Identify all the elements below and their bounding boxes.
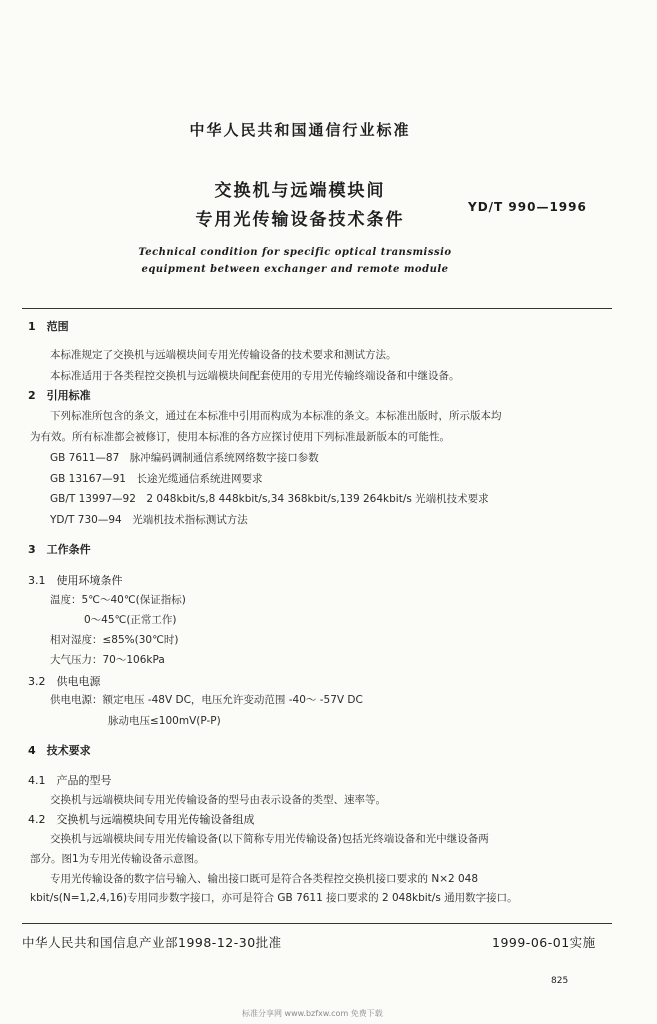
subsection-4-2-paragraph-line1: 交换机与远端模块间专用光传输设备(以下简称专用光传输设备)包括光终端设备和光中继设备两	[50, 833, 489, 845]
subsection-3-2-heading: 3.2 供电电源	[28, 675, 101, 688]
section-2-paragraph-line2: 为有效。所有标准都会被修订，使用本标准的各方应探讨使用下列标准最新版本的可能性。	[30, 431, 450, 443]
subsection-3-1-heading: 3.1 使用环境条件	[28, 574, 123, 587]
section-2-heading: 2 引用标准	[28, 389, 91, 402]
subsection-4-1-paragraph: 交换机与远端模块间专用光传输设备的型号由表示设备的类型、速率等。	[50, 794, 386, 806]
reference-item: GB 13167—91 长途光缆通信系统进网要求	[50, 473, 263, 485]
reference-item: YD/T 730—94 光端机技术指标测试方法	[50, 514, 248, 526]
section-4-heading: 4 技术要求	[28, 744, 91, 757]
bottom-divider	[22, 923, 612, 924]
section-1-paragraph-2: 本标准适用于各类程控交换机与远端模块间配套使用的专用光传输终端设备和中继设备。	[50, 370, 460, 382]
reference-item: GB/T 13997—92 2 048kbit/s,8 448kbit/s,34 368kbit/s,139 264kbit/s 光端机技术要求	[50, 493, 489, 505]
power-supply-voltage: 供电电源：额定电压 -48V DC，电压允许变动范围 -40～ -57V DC	[50, 694, 363, 706]
standard-code: YD/T 990—1996	[468, 200, 587, 214]
section-1-paragraph-1: 本标准规定了交换机与远端模块间专用光传输设备的技术要求和测试方法。	[50, 349, 397, 361]
power-supply-ripple: 脉动电压≤100mV(P-P)	[108, 715, 221, 727]
subsection-4-1-heading: 4.1 产品的型号	[28, 774, 112, 787]
implementation-date: 1999-06-01实施	[492, 935, 596, 950]
subsection-4-2-paragraph-line2: 部分。图1为专用光传输设备示意图。	[30, 853, 205, 865]
temperature-guaranteed: 温度：5℃～40℃(保证指标)	[50, 594, 186, 606]
subsection-4-2-heading: 4.2 交换机与远端模块间专用光传输设备组成	[28, 813, 255, 826]
document-title-line1: 交换机与远端模块间	[214, 181, 386, 201]
relative-humidity: 相对湿度：≤85%(30℃时)	[50, 634, 179, 646]
issuing-organization: 中华人民共和国通信行业标准	[189, 121, 411, 139]
section-3-heading: 3 工作条件	[28, 543, 91, 556]
section-1-heading: 1 范围	[28, 320, 69, 333]
english-title-line1: Technical condition for specific optical transmissio	[138, 247, 452, 258]
top-divider	[22, 308, 612, 309]
page-number: 825	[551, 976, 569, 986]
atmospheric-pressure: 大气压力：70～106kPa	[50, 654, 165, 666]
document-title-line2: 专用光传输设备技术条件	[195, 210, 405, 230]
english-title-line2: equipment between exchanger and remote module	[141, 264, 449, 275]
temperature-operating: 0～45℃(正常工作)	[84, 614, 177, 626]
subsection-4-2-paragraph-line3: 专用光传输设备的数字信号输入、输出接口既可是符合各类程控交换机接口要求的 N×2 048	[50, 873, 479, 885]
watermark-text: 标准分享网 www.bzfxw.com 免费下载	[242, 1009, 383, 1018]
approval-note: 中华人民共和国信息产业部1998-12-30批准	[22, 935, 282, 950]
reference-item: GB 7611—87 脉冲编码调制通信系统网络数字接口参数	[50, 452, 319, 464]
subsection-4-2-paragraph-line4: kbit/s(N=1,2,4,16)专用同步数字接口，亦可是符合 GB 7611 接口要求的 2 048kbit/s 通用数字接口。	[30, 892, 518, 904]
section-2-paragraph-line1: 下列标准所包含的条文，通过在本标准中引用而构成为本标准的条文。本标准出版时，所示版本均	[50, 410, 502, 422]
